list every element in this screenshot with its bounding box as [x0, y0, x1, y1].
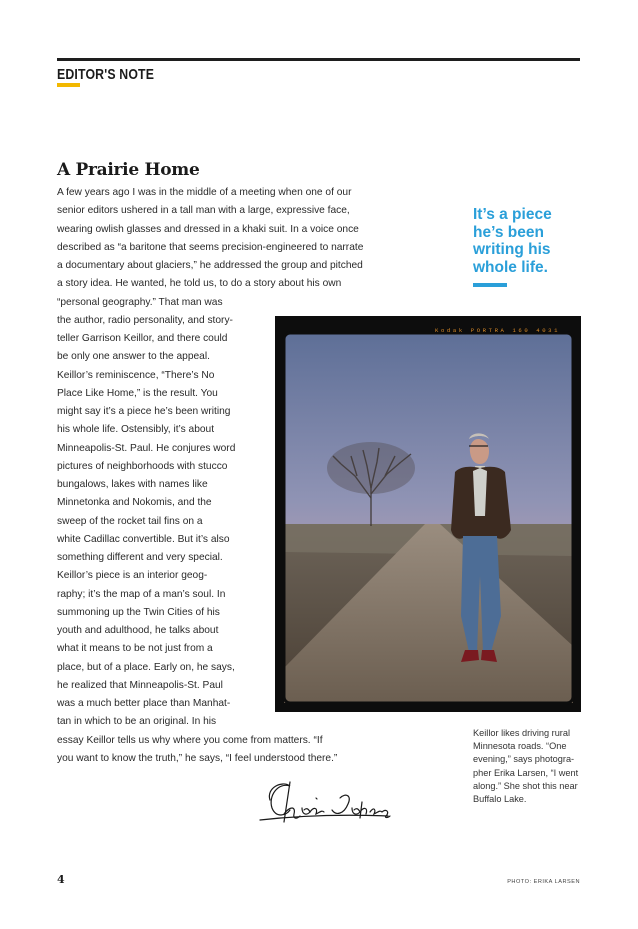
body-line: wearing owlish glasses and dressed in a khaki suit. In a voice once: [57, 223, 359, 235]
photo-credit: PHOTO: ERIKA LARSEN: [507, 879, 580, 885]
page-number: 4: [57, 873, 65, 886]
body-line: what it means to be not just from a: [57, 643, 213, 655]
body-line: sweep of the rocket tail fins on a: [57, 515, 203, 527]
body-line: Keillor’s reminiscence, “There’s No: [57, 369, 215, 381]
body-line: raphy; it’s the map of a man’s soul. In: [57, 588, 226, 600]
body-line: pictures of neighborhoods with stucco: [57, 460, 228, 472]
body-line: a documentary about glaciers,” he addressed the group and pitched: [57, 260, 363, 271]
body-line: place, but of a place. Early on, he says,: [57, 661, 235, 673]
header-rule: [57, 58, 580, 61]
section-accent-bar: [57, 83, 80, 87]
body-line: teller Garrison Keillor, and there could: [57, 333, 228, 344]
body-line: Place Like Home,” is the result. You: [57, 387, 218, 399]
section-label: EDITOR'S NOTE: [57, 66, 155, 83]
body-line: youth and adulthood, he talks about: [57, 625, 219, 636]
body-line: was a much better place than Manhat-: [57, 698, 231, 709]
body-line: A few years ago I was in the middle of a meeting when one of our: [57, 187, 352, 198]
body-line: the author, radio personality, and story-: [57, 314, 233, 326]
body-line: summoning up the Twin Cities of his: [57, 606, 220, 618]
article-title: A Prairie Home: [57, 160, 200, 180]
body-line: might say it’s a piece he’s been writing: [57, 406, 231, 417]
body-line: his whole life. Ostensibly, it’s about: [57, 424, 215, 436]
body-line: Minnetonka and Nokomis, and the: [57, 497, 212, 509]
body-line: essay Keillor tells us why where you come from matters. “If: [57, 734, 323, 746]
body-line: Keillor’s piece is an interior geog-: [57, 570, 208, 582]
body-line: be only one answer to the appeal.: [57, 351, 210, 363]
signature-image: [256, 768, 394, 828]
body-line: he realized that Minneapolis-St. Paul: [57, 679, 223, 691]
body-line: senior editors ushered in a tall man with a large, expressive face,: [57, 205, 350, 217]
photo-caption: Keillor likes driving rural Minnesota roads. “One evening,” says photogra-pher Erika Larsen, “I went along.” She shot this near Buffalo Lake.: [473, 728, 579, 805]
body-line: you want to know the truth,” he says, “I feel understood there.”: [57, 752, 338, 764]
body-line: something different and very special.: [57, 552, 223, 563]
body-line: bungalows, lakes with names like: [57, 479, 208, 490]
portrait-photo: [275, 316, 581, 712]
body-line: white Cadillac convertible. But it’s also: [57, 533, 230, 545]
body-line: Minneapolis-St. Paul. He conjures word: [57, 442, 236, 454]
body-line: tan in which to be an original. In his: [57, 716, 217, 728]
pull-quote: It’s a piece he’s been writing his whole life.: [473, 206, 552, 276]
body-line: “personal geography.” That man was: [57, 296, 223, 308]
film-edge-code: Kodak PORTRA 160 4031: [435, 327, 561, 334]
body-line: described as “a baritone that seems precision-engineered to narrate: [57, 241, 364, 253]
pull-quote-rule: [473, 283, 507, 287]
body-line: a story idea. He wanted, he told us, to do a story about his own: [57, 278, 342, 290]
